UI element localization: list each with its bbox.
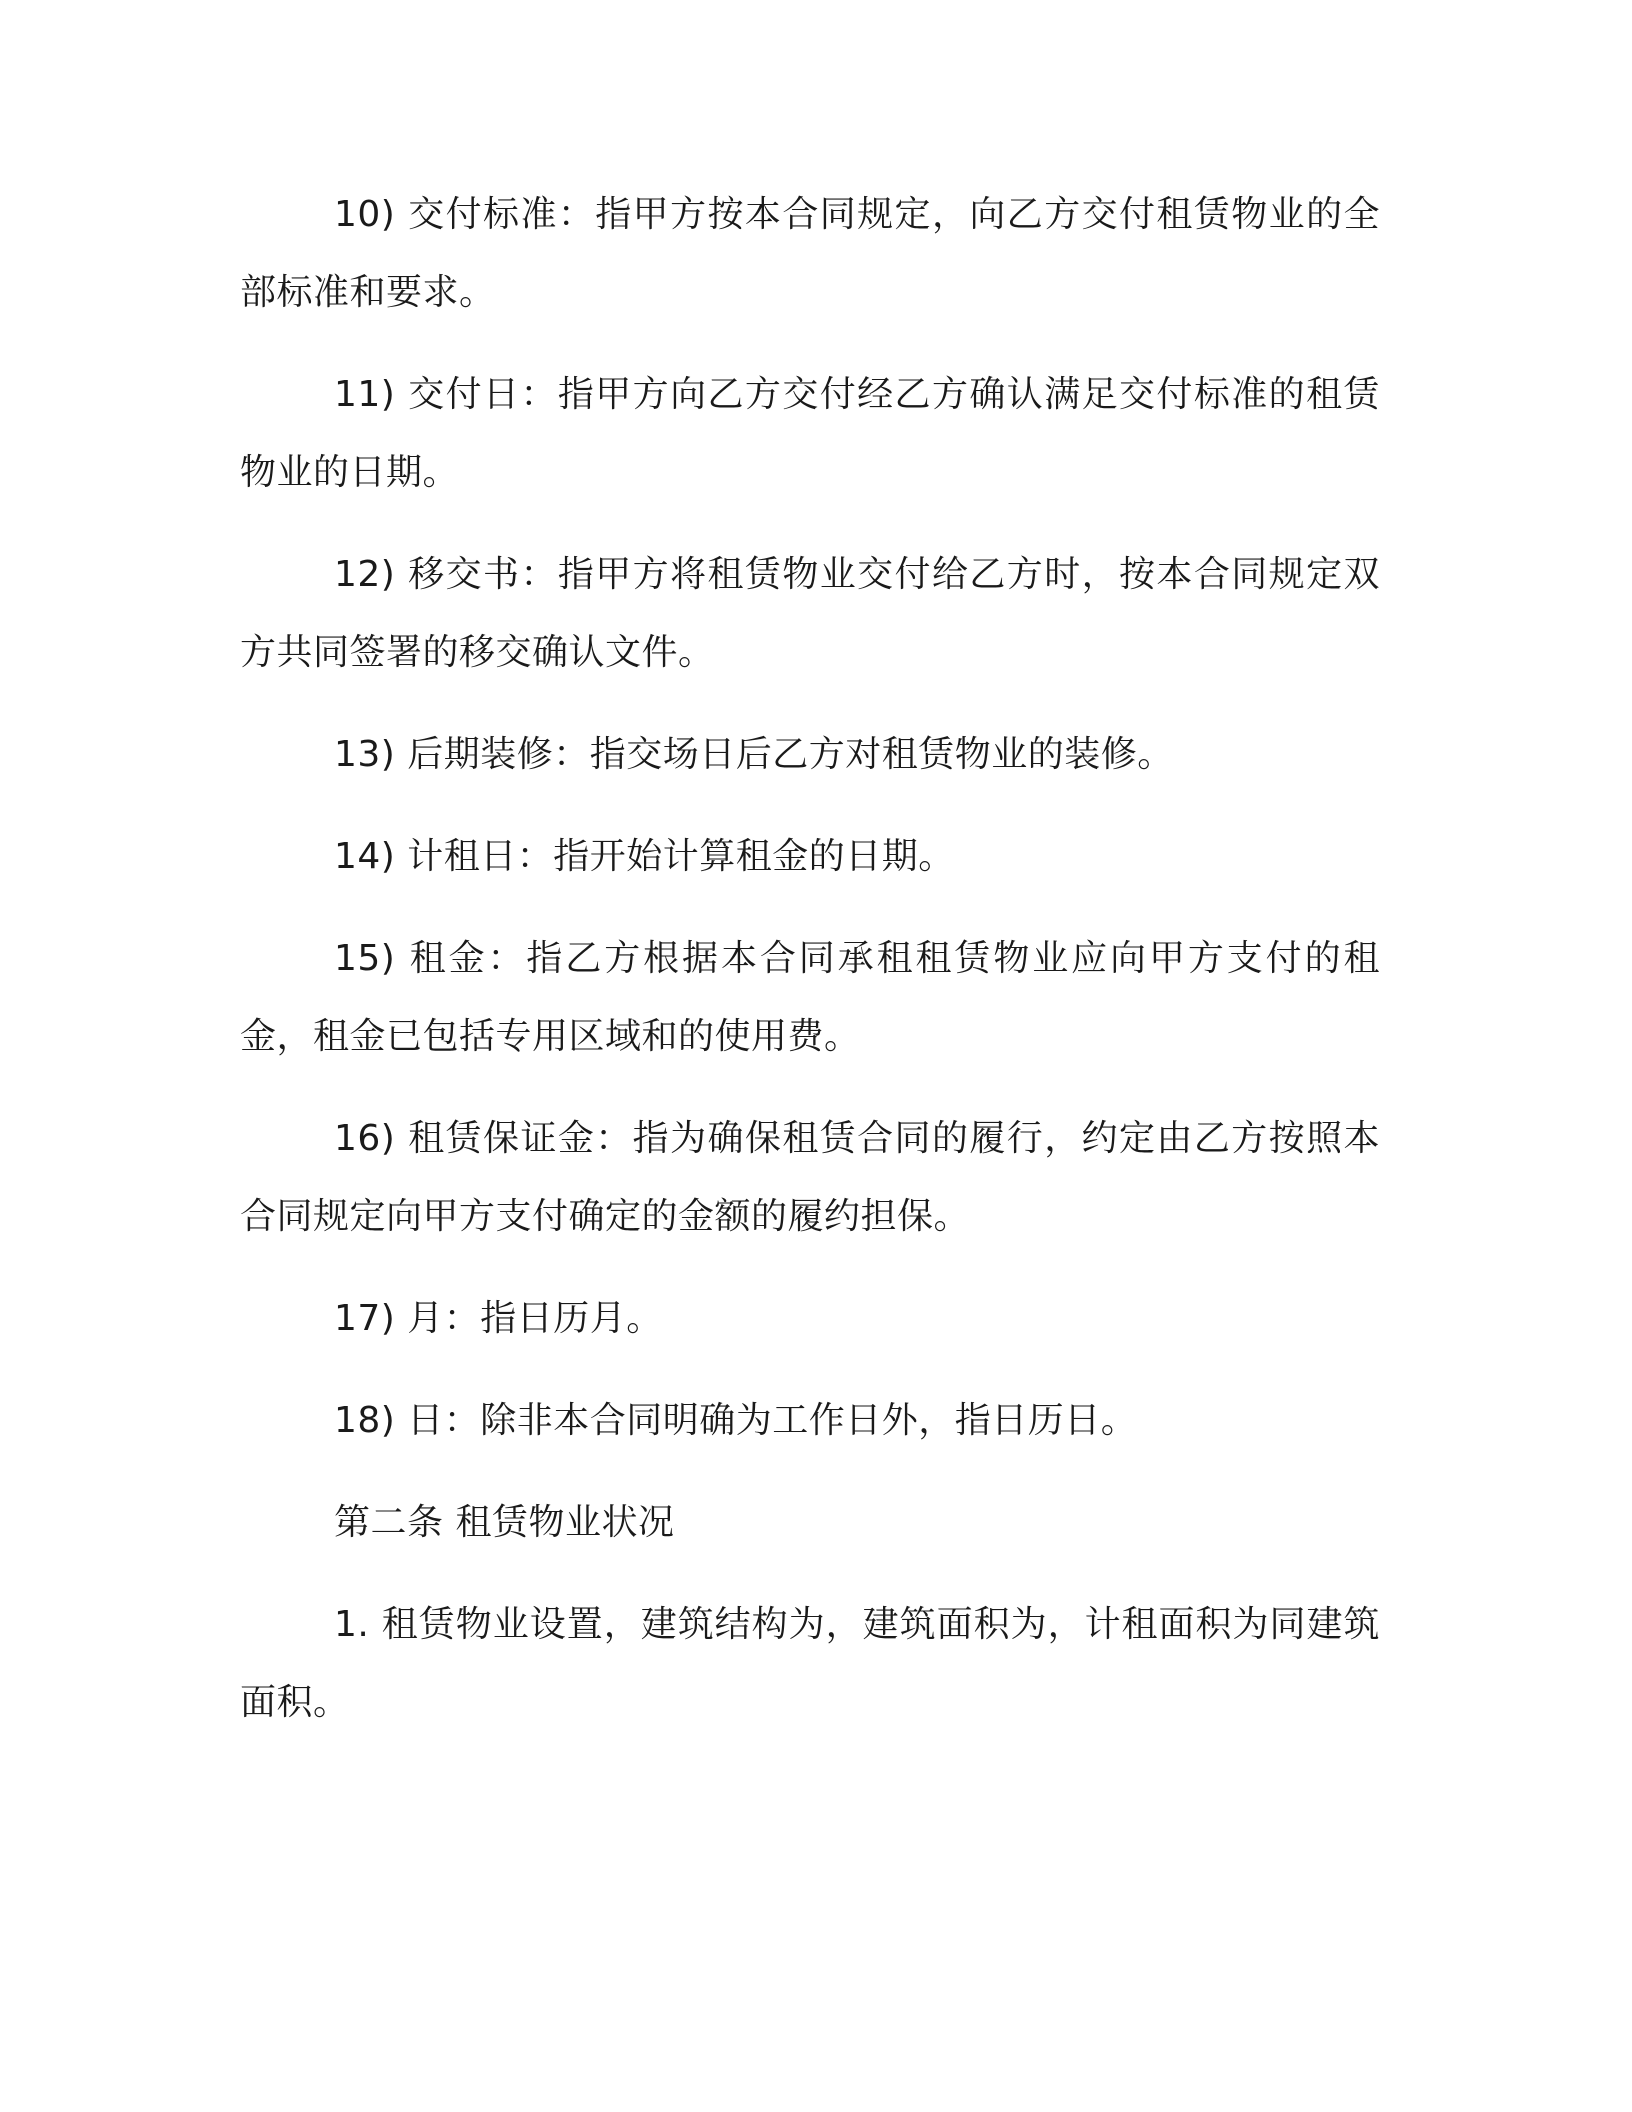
definition-rent: 15) 租金：指乙方根据本合同承租租赁物业应向甲方支付的租金，租金已包括专用区域和的使用费。 bbox=[240, 938, 1380, 1057]
document-body bbox=[240, 176, 1380, 1766]
definition-lease-deposit: 16) 租赁保证金：指为确保租赁合同的履行，约定由乙方按照本合同规定向甲方支付确定的金额的履约担保。 bbox=[240, 1118, 1380, 1237]
definition-month: 17) 月：指日历月。 bbox=[334, 1298, 663, 1339]
definition-day: 18) 日：除非本合同明确为工作日外，指日历日。 bbox=[334, 1400, 1138, 1441]
definition-handover-document: 12) 移交书：指甲方将租赁物业交付给乙方时，按本合同规定双方共同签署的移交确认文件。 bbox=[240, 554, 1380, 673]
definition-later-renovation: 13) 后期装修：指交场日后乙方对租赁物业的装修。 bbox=[334, 734, 1174, 775]
definition-delivery-date: 11) 交付日：指甲方向乙方交付经乙方确认满足交付标准的租赁物业的日期。 bbox=[240, 374, 1380, 493]
definition-rent-start-date: 14) 计租日：指开始计算租金的日期。 bbox=[334, 836, 955, 877]
property-status-item-1: 1. 租赁物业设置，建筑结构为，建筑面积为，计租面积为同建筑面积。 bbox=[240, 1604, 1380, 1723]
section-heading-article-two: 第二条 租赁物业状况 bbox=[334, 1502, 675, 1543]
definition-delivery-standard: 10) 交付标准：指甲方按本合同规定，向乙方交付租赁物业的全部标准和要求。 bbox=[240, 194, 1380, 313]
